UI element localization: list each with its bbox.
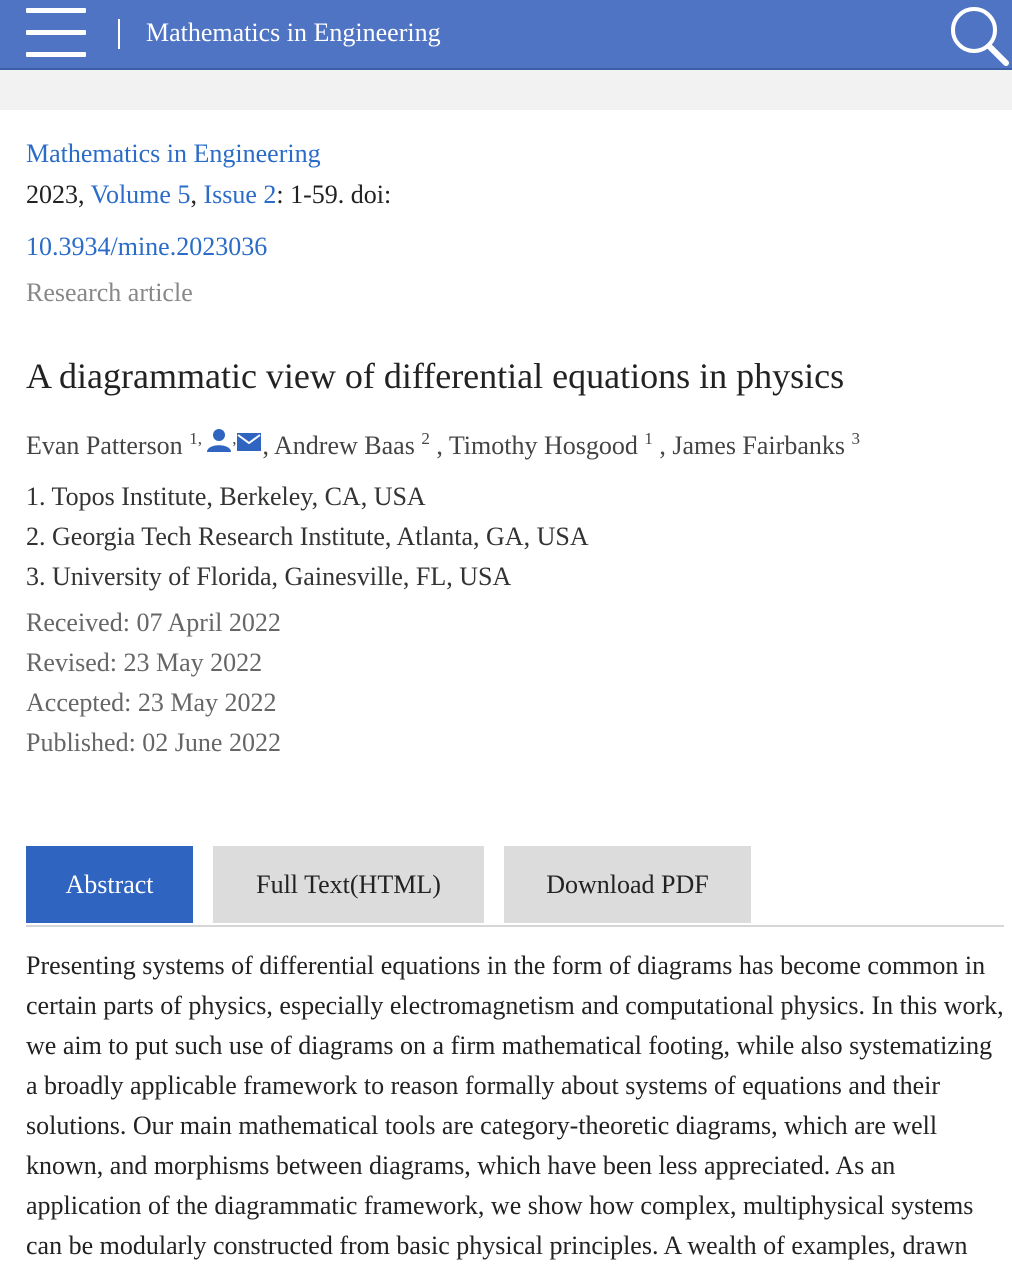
issue-link[interactable]: Issue 2 <box>203 180 277 209</box>
hamburger-menu-icon[interactable] <box>26 8 86 58</box>
abstract-line: known, and morphisms between diagrams, which have been less appreciated. As an <box>26 1151 896 1180</box>
abstract-line: we aim to put such use of diagrams on a firm mathematical footing, while also systematizing <box>26 1031 993 1060</box>
author-name[interactable]: Timothy Hosgood <box>448 431 638 460</box>
revised-date: Revised: 23 May 2022 <box>26 648 263 677</box>
affiliation-item: 1. Topos Institute, Berkeley, CA, USA <box>26 482 426 511</box>
tab-download-pdf[interactable]: Download PDF <box>504 846 751 923</box>
search-icon[interactable] <box>946 2 1010 66</box>
abstract-line: application of the diagrammatic framework, we show how complex, multiphysical systems <box>26 1191 974 1220</box>
top-navigation-bar <box>0 0 1012 70</box>
gray-spacer-strip <box>0 70 1012 110</box>
author-list: Evan Patterson $^{1,}$ , , Andrew Baas $^2$ , Timothy Hosgood $^1$ , James Fairbanks $^3$ <box>26 429 860 460</box>
received-date: Received: 07 April 2022 <box>26 608 281 637</box>
abstract-text <box>26 946 1006 1266</box>
article-type-label: Research article <box>26 278 193 307</box>
doi-link[interactable]: 10.3934/mine.2023036 <box>26 232 268 261</box>
abstract-line: certain parts of physics, especially electromagnetism and computational physics. In this work, <box>26 991 1004 1020</box>
citation-pages: : 1-59. doi: <box>276 180 392 209</box>
author-affiliation-sup: 1 <box>644 429 653 448</box>
article-title: A diagrammatic view of differential equations in physics <box>26 356 845 396</box>
author-name[interactable]: Evan Patterson <box>26 431 183 460</box>
journal-brand-title[interactable]: Mathematics in Engineering <box>146 18 441 47</box>
header-divider <box>118 19 120 49</box>
published-date: Published: 02 June 2022 <box>26 728 281 757</box>
affiliation-item: 3. University of Florida, Gainesville, FL, USA <box>26 562 512 591</box>
tab-abstract[interactable]: Abstract <box>26 846 193 923</box>
citation-line <box>26 180 391 210</box>
affiliation-item: 2. Georgia Tech Research Institute, Atlanta, GA, USA <box>26 522 589 551</box>
abstract-line: can be modularly constructed from basic physical principles. A wealth of examples, drawn <box>26 1231 968 1260</box>
journal-link[interactable]: Mathematics in Engineering <box>26 139 321 168</box>
author-affiliation-sup: 3 <box>851 429 860 448</box>
abstract-line: Presenting systems of differential equations in the form of diagrams has become common in <box>26 951 986 980</box>
accepted-date: Accepted: 23 May 2022 <box>26 688 277 717</box>
author-affiliation-sup: 2 <box>421 429 430 448</box>
author-name[interactable]: James Fairbanks <box>672 431 845 460</box>
article-tabs <box>26 846 1004 927</box>
abstract-line: a broadly applicable framework to reason formally about systems of equations and their <box>26 1071 941 1100</box>
citation-year: 2023, <box>26 180 91 209</box>
citation-separator: , <box>190 180 204 209</box>
volume-link[interactable]: Volume 5 <box>90 180 191 209</box>
tab-full-text-html[interactable]: Full Text(HTML) <box>213 846 484 923</box>
abstract-line: solutions. Our main mathematical tools are category-theoretic diagrams, which are well <box>26 1111 938 1140</box>
author-name[interactable]: Andrew Baas <box>274 431 415 460</box>
user-icon[interactable] <box>206 428 232 459</box>
author-affiliation-sup: 1 <box>189 429 198 448</box>
email-icon[interactable] <box>236 429 262 459</box>
